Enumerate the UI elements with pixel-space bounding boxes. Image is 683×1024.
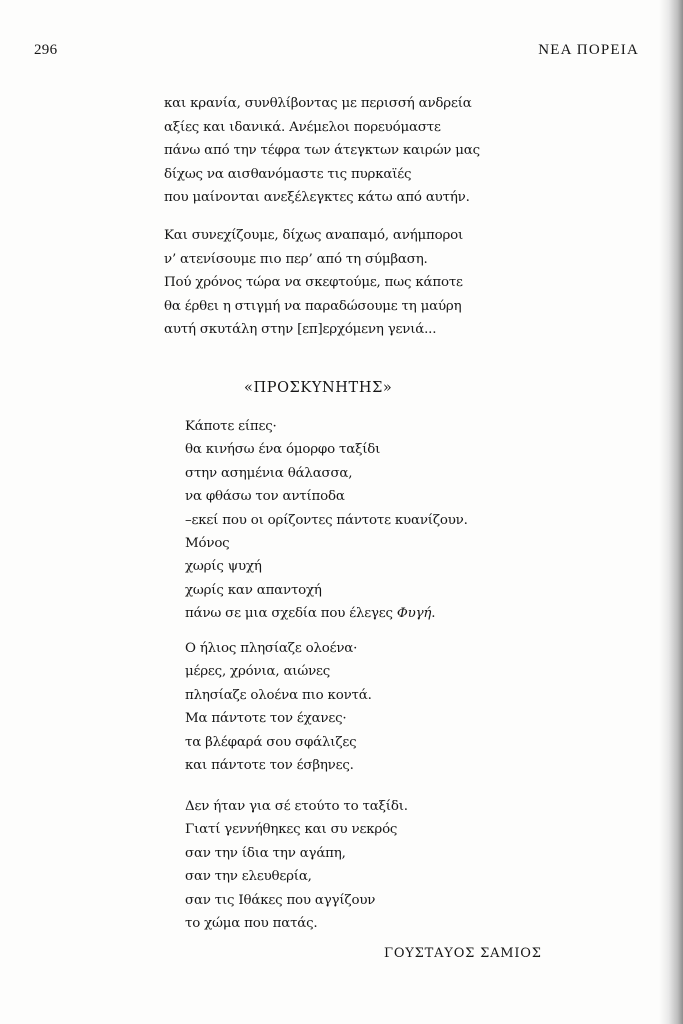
prior-poem-stanza-2: [164, 224, 463, 342]
verse-line: και κρανία, συνθλίβοντας με περισσή ανδρεία: [164, 96, 472, 111]
verse-line: Δεν ήταν για σέ ετούτο το ταξίδι.: [185, 799, 408, 814]
verse-line: πάνω από την τέφρα των άτεγκτων καιρών μας: [164, 143, 480, 159]
verse-line: –εκεί που οι ορίζοντες πάντοτε κυανίζουν.: [185, 512, 468, 528]
verse-line: Πού χρόνος τώρα να σκεφτούμε, πως κάποτε: [164, 275, 463, 291]
verse-line: σαν την ελευθερία,: [185, 869, 312, 885]
verse-line: χωρίς ψυχή: [185, 559, 262, 575]
verse-line-with-italic: [185, 602, 468, 625]
verse-text: πάνω σε μια σχεδία που έλεγες: [185, 606, 397, 622]
verse-line: θα κινήσω ένα όμορφο ταξίδι: [185, 442, 381, 458]
verse-line: να φθάσω τον αντίποδα: [185, 489, 345, 505]
prior-poem-stanza-1: [164, 92, 480, 210]
verse-line: Γιατί γεννήθηκες και συ νεκρός: [185, 822, 398, 838]
italic-word: Φυγή: [396, 606, 432, 622]
verse-line: θα έρθει η στιγμή να παραδώσουμε τη μαύρη: [164, 298, 462, 314]
verse-line: και πάντοτε τον έσβηνες.: [185, 758, 354, 774]
page-binding-shadow: [659, 0, 683, 1024]
poem-author: ΓΟΥΣΤΑΥΟΣ ΣΑΜΙΟΣ: [384, 946, 542, 961]
verse-line: αξίες και ιδανικά. Ανέμελοι πορευόμαστε: [164, 119, 441, 135]
verse-line: Και συνεχίζουμε, δίχως αναπαμό, ανήμποροι: [164, 228, 464, 243]
verse-punctuation: .: [431, 606, 436, 622]
verse-line: μέρες, χρόνια, αιώνες: [185, 664, 331, 680]
verse-line: Ο ήλιος πλησίαζε ολοένα·: [185, 641, 358, 656]
journal-title: ΝΕΑ ΠΟΡΕΙΑ: [538, 42, 639, 58]
running-header: [34, 42, 639, 64]
poem-stanza-3: [185, 795, 408, 935]
verse-line: ν’ ατενίσουμε πιο περ’ από τη σύμβαση.: [164, 251, 428, 267]
verse-line: Κάποτε είπες·: [185, 419, 277, 434]
verse-line: στην ασημένια θάλασσα,: [185, 465, 353, 481]
verse-line: Μα πάντοτε τον έχανες·: [185, 711, 347, 727]
verse-line: το χώμα που πατάς.: [185, 916, 318, 932]
poem-stanza-1: [185, 415, 468, 626]
verse-line: δίχως να αισθανόμαστε τις πυρκαϊές: [164, 166, 412, 182]
page-number: 296: [34, 42, 58, 58]
verse-line: που μαίνονται ανεξέλεγκτες κάτω από αυτήν.: [164, 190, 470, 206]
verse-line: τα βλέφαρά σου σφάλιζες: [185, 734, 357, 750]
verse-line: χωρίς καν απαντοχή: [185, 582, 322, 598]
verse-line: σαν τις Ιθάκες που αγγίζουν: [185, 892, 376, 908]
verse-line: αυτή σκυτάλη στην [επ]ερχόμενη γενιά...: [164, 322, 437, 338]
verse-line: σαν την ίδια την αγάπη,: [185, 845, 346, 861]
poem-stanza-2: [185, 637, 372, 777]
verse-line: πλησίαζε ολοένα πιο κοντά.: [185, 687, 372, 703]
poem-title: «ΠΡΟΣΚΥΝΗΤΗΣ»: [244, 380, 393, 396]
verse-line: Μόνος: [185, 536, 230, 552]
